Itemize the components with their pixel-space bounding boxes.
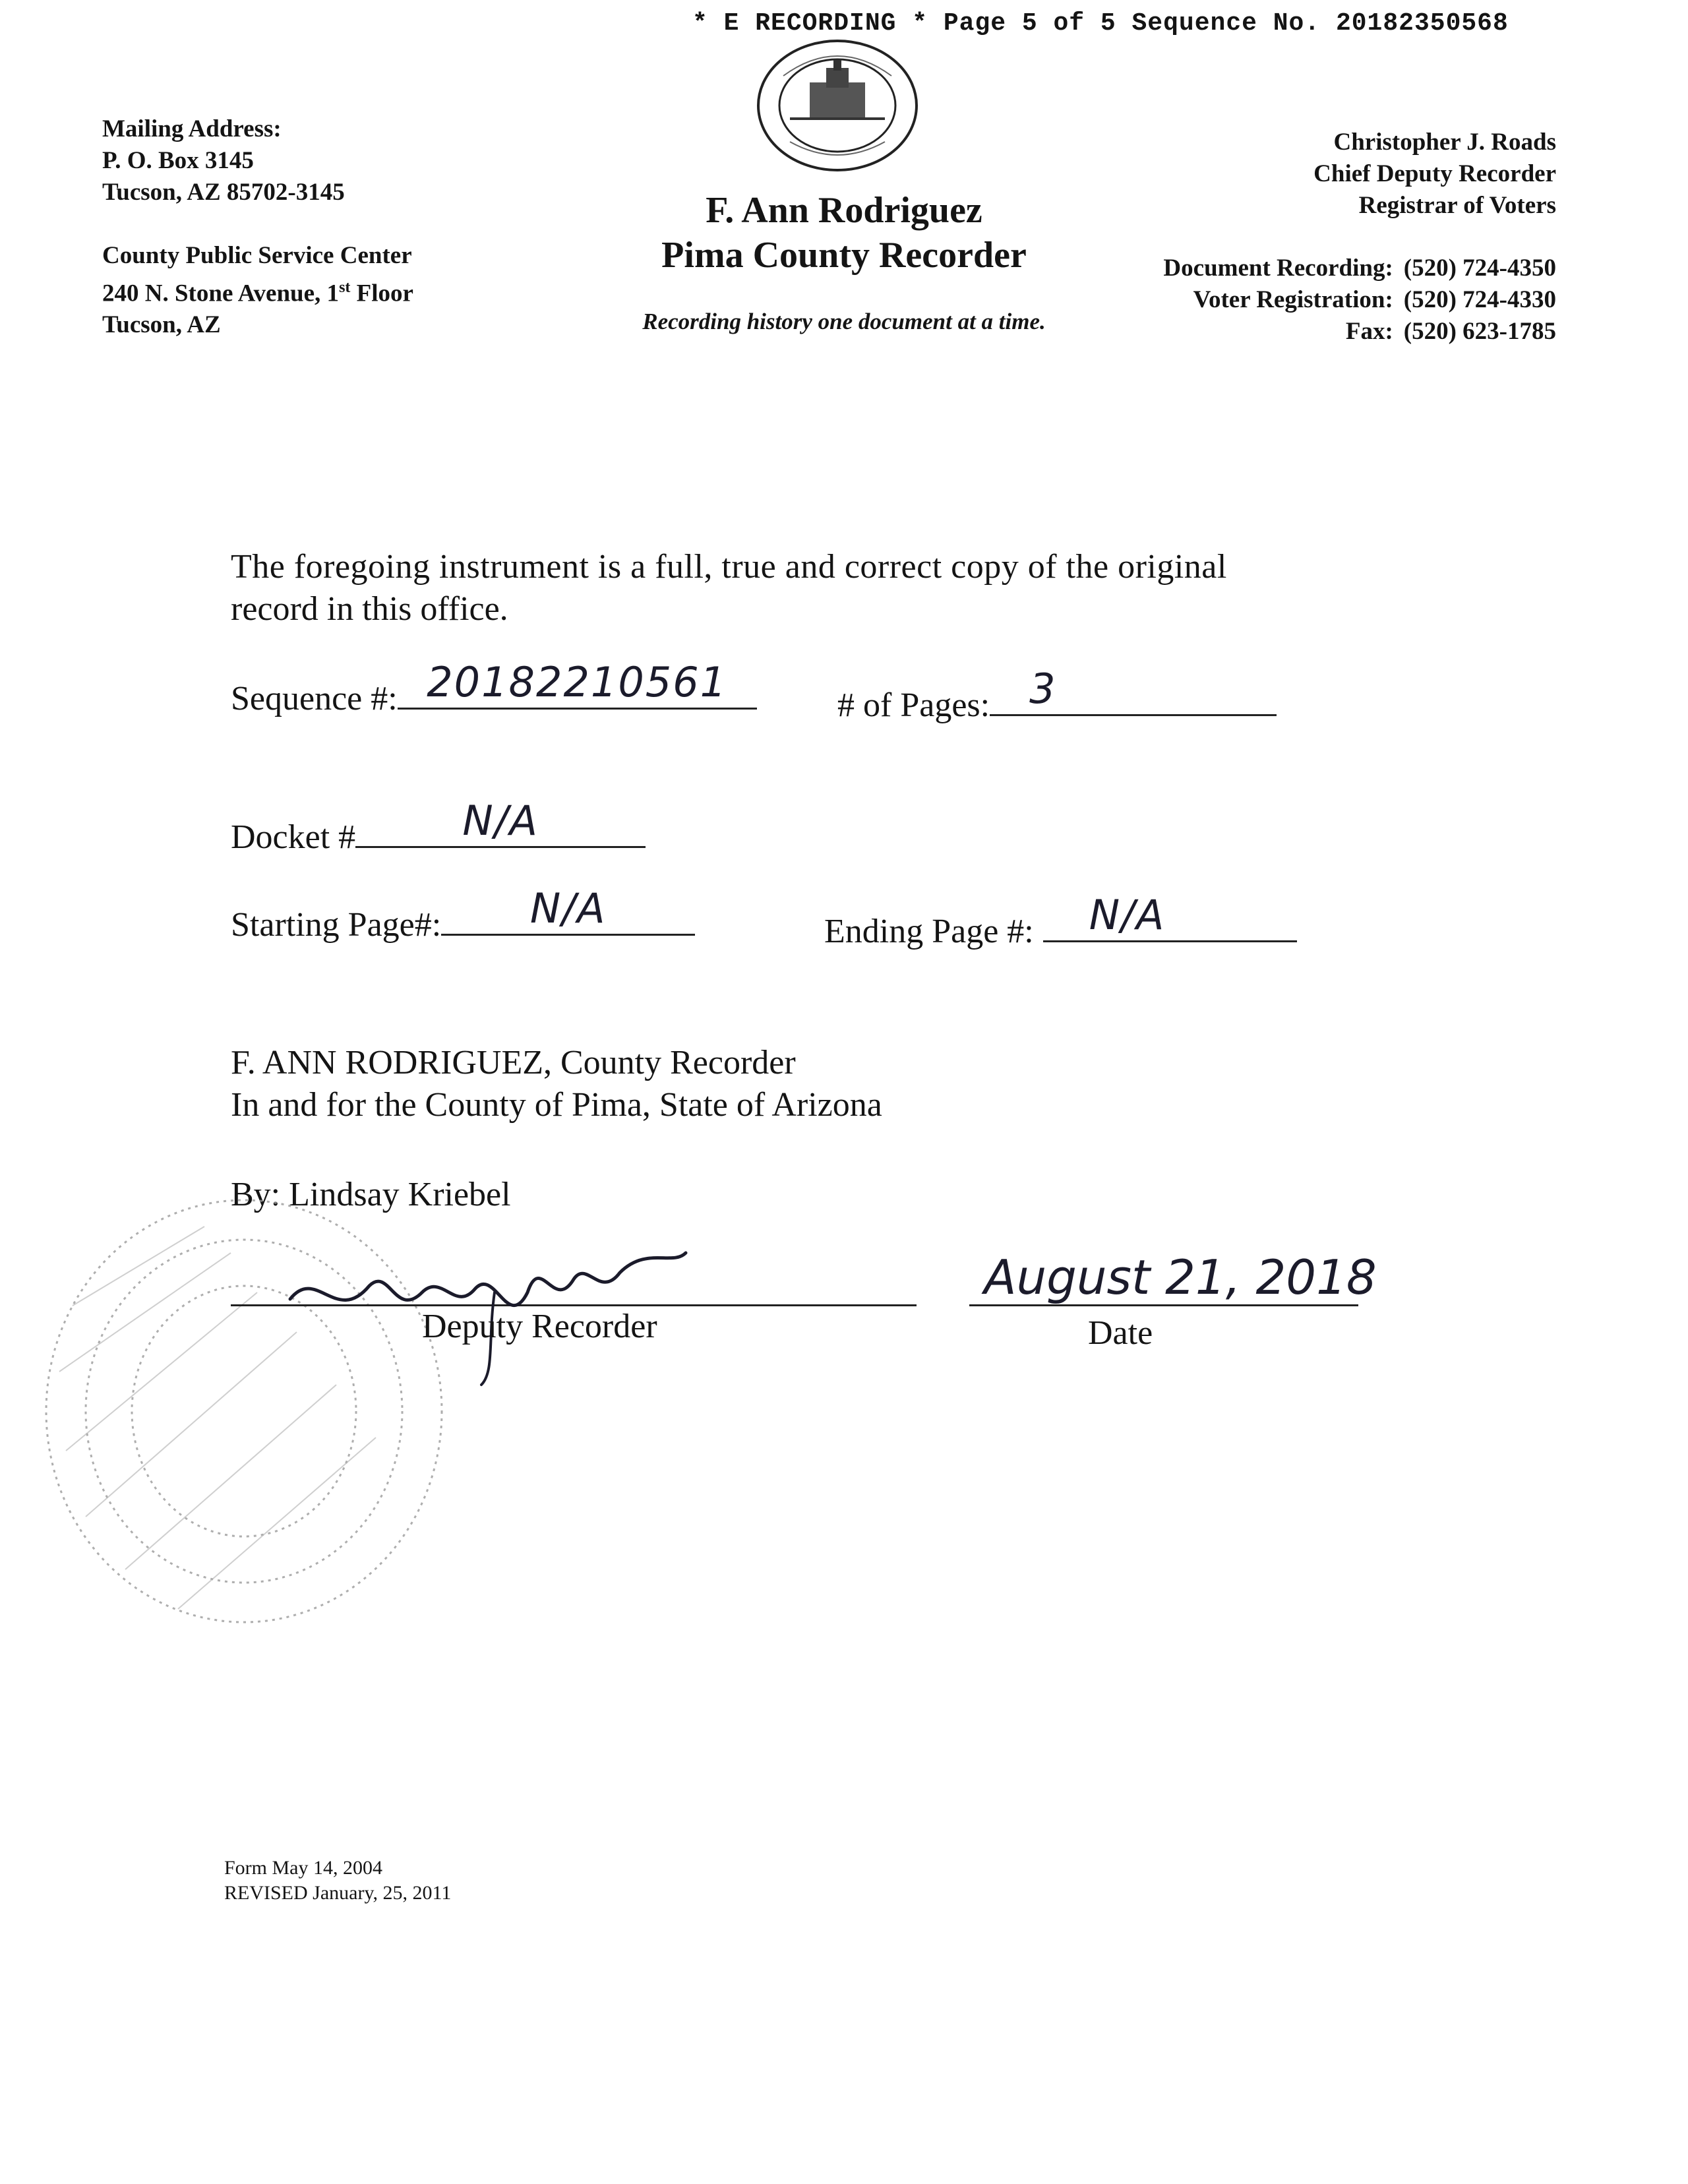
- form-revision-note: [224, 1856, 451, 1906]
- contact-number: (520) 623-1785: [1403, 318, 1556, 345]
- street-sup: st: [339, 279, 351, 296]
- pages-line: [990, 665, 1277, 716]
- date-handwritten: August 21, 2018: [984, 1250, 1377, 1305]
- contact-number: (520) 724-4330: [1403, 286, 1556, 313]
- sequence-line: [398, 658, 757, 710]
- contact-row: [1163, 316, 1556, 348]
- ending-page-line: [1043, 891, 1297, 942]
- chief-deputy-block: [1313, 127, 1556, 222]
- starting-page-value: N/A: [529, 884, 607, 932]
- registrar-title: Registrar of Voters: [1358, 192, 1556, 219]
- contact-number: (520) 724-4350: [1403, 255, 1556, 282]
- recorder-jurisdiction: In and for the County of Pima, State of Arizona: [231, 1086, 882, 1124]
- starting-page-label: Starting Page#:: [231, 906, 442, 944]
- county-seal: [744, 36, 932, 175]
- recorder-block: [231, 1042, 882, 1126]
- contact-row: [1163, 253, 1556, 284]
- contact-label: Voter Registration:: [1193, 286, 1393, 313]
- certification-text: [231, 546, 1418, 630]
- docket-field: [231, 797, 646, 857]
- office-tagline: Recording history one document at a time.: [642, 309, 1046, 334]
- recording-banner: * E RECORDING * Page 5 of 5 Sequence No. 20182350568: [692, 9, 1509, 38]
- sequence-field: [231, 658, 757, 718]
- starting-page-field: [231, 884, 695, 944]
- chief-deputy-name: Christopher J. Roads: [1333, 129, 1556, 156]
- service-center-address: [102, 240, 413, 341]
- ending-page-field: [824, 891, 1297, 951]
- recorder-name: F. ANN RODRIGUEZ, County Recorder: [231, 1044, 796, 1081]
- pages-value: 3: [1029, 665, 1057, 713]
- mailing-city: Tucson, AZ 85702-3145: [102, 179, 345, 206]
- mailing-label: Mailing Address:: [102, 115, 282, 142]
- certification-line-2: record in this office.: [231, 590, 508, 628]
- service-center-street: [102, 272, 413, 309]
- sequence-value: 20182210561: [427, 658, 728, 706]
- contact-numbers: [1163, 253, 1556, 348]
- certification-line-1: The foregoing instrument is a full, true and correct copy of the original: [231, 548, 1227, 586]
- starting-page-line: [441, 884, 695, 936]
- office-name: F. Ann Rodriguez: [706, 190, 982, 231]
- docket-label: Docket #: [231, 818, 356, 856]
- pages-field: [837, 665, 1277, 725]
- docket-line: [355, 797, 646, 848]
- date-caption: Date: [1088, 1314, 1153, 1352]
- office-title: Pima County Recorder: [661, 235, 1027, 276]
- ending-page-value: N/A: [1089, 891, 1166, 939]
- service-center-city: Tucson, AZ: [102, 311, 221, 339]
- street-floor: Floor: [350, 280, 413, 307]
- pages-label: # of Pages:: [837, 686, 990, 724]
- chief-deputy-title: Chief Deputy Recorder: [1313, 160, 1556, 187]
- office-heading: [580, 188, 1108, 278]
- mailing-address: [102, 113, 345, 208]
- deputy-caption: Deputy Recorder: [422, 1308, 657, 1345]
- form-revised: REVISED January, 25, 2011: [224, 1882, 452, 1904]
- ending-page-label: Ending Page #:: [824, 913, 1034, 950]
- mailing-po-box: P. O. Box 3145: [102, 147, 254, 174]
- street-text: 240 N. Stone Avenue, 1: [102, 280, 340, 307]
- contact-row: [1163, 284, 1556, 316]
- service-center-name: County Public Service Center: [102, 242, 412, 269]
- sequence-label: Sequence #:: [231, 680, 398, 717]
- docket-value: N/A: [462, 797, 539, 845]
- form-date: Form May 14, 2004: [224, 1857, 382, 1879]
- contact-label: Document Recording:: [1163, 255, 1393, 282]
- by-line: By: Lindsay Kriebel: [231, 1176, 511, 1213]
- contact-label: Fax:: [1345, 318, 1393, 345]
